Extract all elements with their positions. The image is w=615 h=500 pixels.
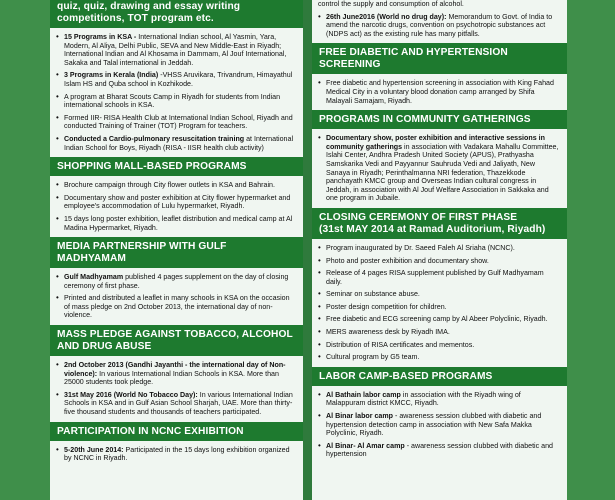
list-item: • Al Binar- Al Amar camp - awareness session clubbed with diabetic and hypertension [318,442,561,459]
list-item: • Cultural program by G5 team. [318,353,561,362]
pledge-list [56,361,297,417]
section-header-labor: LABOR CAMP-BASED PROGRAMS [312,367,567,386]
section-header-screening: FREE DIABETIC AND HYPERTENSION SCREENING [312,43,567,74]
list-item: • Seminar on substance abuse. [318,290,561,299]
list-item: • Conducted a Cardio-pulmonary resuscitation training at International Indian School for Boys, Riyadh (RISA - IISR health club activity) [56,135,297,152]
list-item: • 15 Programs in KSA - International Indian school, Al Yasmin, Yara, Modern, Al Aliya, Delhi Public, SEVA and New Middle-East in Riyadh; International Indian and Al Khosama in Dammam, Al Jouf International, Sakaka and Talal international in Jeddah. [56,33,297,67]
section-header-community: PROGRAMS IN COMMUNITY GATHERINGS [312,110,567,129]
list-item: • 15 days long poster exhibition, leaflet distribution and medical camp at Al Madina Hypermarket, Riyadh. [56,215,297,232]
section-header-ncnc: PARTICIPATION IN NCNC EXHIBITION [50,422,303,441]
list-item: • Documentary show, poster exhibition and interactive sessions in community gatherings in association with Vadakara Mahallu Committee, Islahi Center, Andhra Pradesh United Society (APUS), Prathyasha Samskarika Vedi and Payyannur Sauhruda Vedi and Jaliyath, New Sanaya in Riyadh; Perinthalmanna NRI federation, Thazekkode panchayath KMCC group and Overseas Indian cultural congress in Jeddah, in association with Al Jouf Welfare Association in Sakkaka and one program in Jubaile. [318,134,561,203]
section-header-media: MEDIA PARTNERSHIP WITH GULF MADHYAMAM [50,237,303,268]
intro-list [56,33,297,152]
list-item: • Program inaugurated by Dr. Saeed Faleh Al Sriaha (NCNC). [318,244,561,253]
community-list [318,134,561,203]
ncnc-list [56,446,297,463]
section-header-pledge: MASS PLEDGE AGAINST TOBACCO, ALCOHOL AND DRUG ABUSE [50,325,303,356]
right-column [312,0,567,500]
top-banner-text: quiz, quiz, drawing and essay writing competitions, TOT program etc. [57,1,241,24]
closing-list [318,244,561,362]
list-item: • 3 Programs in Kerala (India) -VHSS Aruvikara, Trivandrum, Himayathul Islam HS and Quba school in Kozhikode. [56,71,297,88]
background-stripe [567,0,615,500]
list-item: • Free diabetic and ECG screening camp by Al Abeer Polyclinic, Riyadh. [318,315,561,324]
list-item: • Distribution of RISA certificates and mementos. [318,341,561,350]
list-item: • Al Binar labor camp - awareness session clubbed with diabetic and hypertension detection camp in association with New Safa Makka Polyclinic, Riyadh. [318,412,561,438]
list-item: • MERS awareness desk by Riyadh IMA. [318,328,561,337]
list-item: • Gulf Madhyamam published 4 pages supplement on the day of closing ceremony of first phase. [56,273,297,290]
list-item: • Release of 4 pages RISA supplement published by Gulf Madhyamam daily. [318,269,561,286]
list-item: • 2nd October 2013 (Gandhi Jayanthi - the international day of Non-violence): In various International Indian Schools in KSA. More than 25000 students took pledge. [56,361,297,387]
list-item: • Poster design competition for children. [318,303,561,312]
right-top-list [318,0,561,38]
closing-title: CLOSING CEREMONY OF FIRST PHASE [319,211,518,223]
list-item: • Formed IIR- RISA Health Club at International Indian School, Riyadh and conducted Training of Trainer (TOT) Program for teachers. [56,114,297,131]
list-item: • Free diabetic and hypertension screening in association with King Fahad Medical City in a voluntary blood donation camp arranged by Shifa Malayali Samajam, Riyadh. [318,79,561,105]
list-item: • Documentary show and poster exhibition at City flower hypermarket and employee's accommodation of Lulu hypermarket, Riyadh. [56,194,297,211]
list-item: • 5-20th June 2014: Participated in the 15 days long exhibition organized by NCNC in Riyadh. [56,446,297,463]
section-header-closing [312,208,567,239]
list-item: • Photo and poster exhibition and documentary show. [318,257,561,266]
list-item: • A program at Bharat Scouts Camp in Riyadh for students from Indian international schools in KSA. [56,93,297,110]
mall-list [56,181,297,232]
screening-list [318,79,561,105]
top-banner [50,0,303,28]
media-list [56,273,297,320]
background-stripe [0,0,50,500]
section-header-mall: SHOPPING MALL-BASED PROGRAMS [50,157,303,176]
closing-subtitle: (31st MAY 2014 at Ramad Auditorium, Riyadh) [319,223,546,235]
left-column [50,0,303,500]
list-item: • Al Bathain labor camp in association with the Riyadh wing of Malappuram district KMCC, Riyadh. [318,391,561,408]
list-item: • Brochure campaign through City flower outlets in KSA and Bahrain. [56,181,297,190]
list-item: • 26th June2016 (World no drug day): Memorandum to Govt. of India to amend the narcotic drugs, convention on psychotropic substances act (NDPS act) as the existing rule has many pitfalls. [318,13,561,39]
labor-list [318,391,561,459]
list-item: control the supply and consumption of alcohol. [318,0,464,8]
list-item: • Printed and distributed a leaflet in many schools in KSA on the occasion of mass pledge on 2nd October 2013, the international day of non-violence. [56,294,297,320]
list-item: • 31st May 2016 (World No Tobacco Day): In various International Indian Schools in KSA and in Gulf Asian School Sharjah, UAE. More than thirty-five thousand students and thousands of teachers participated. [56,391,297,417]
